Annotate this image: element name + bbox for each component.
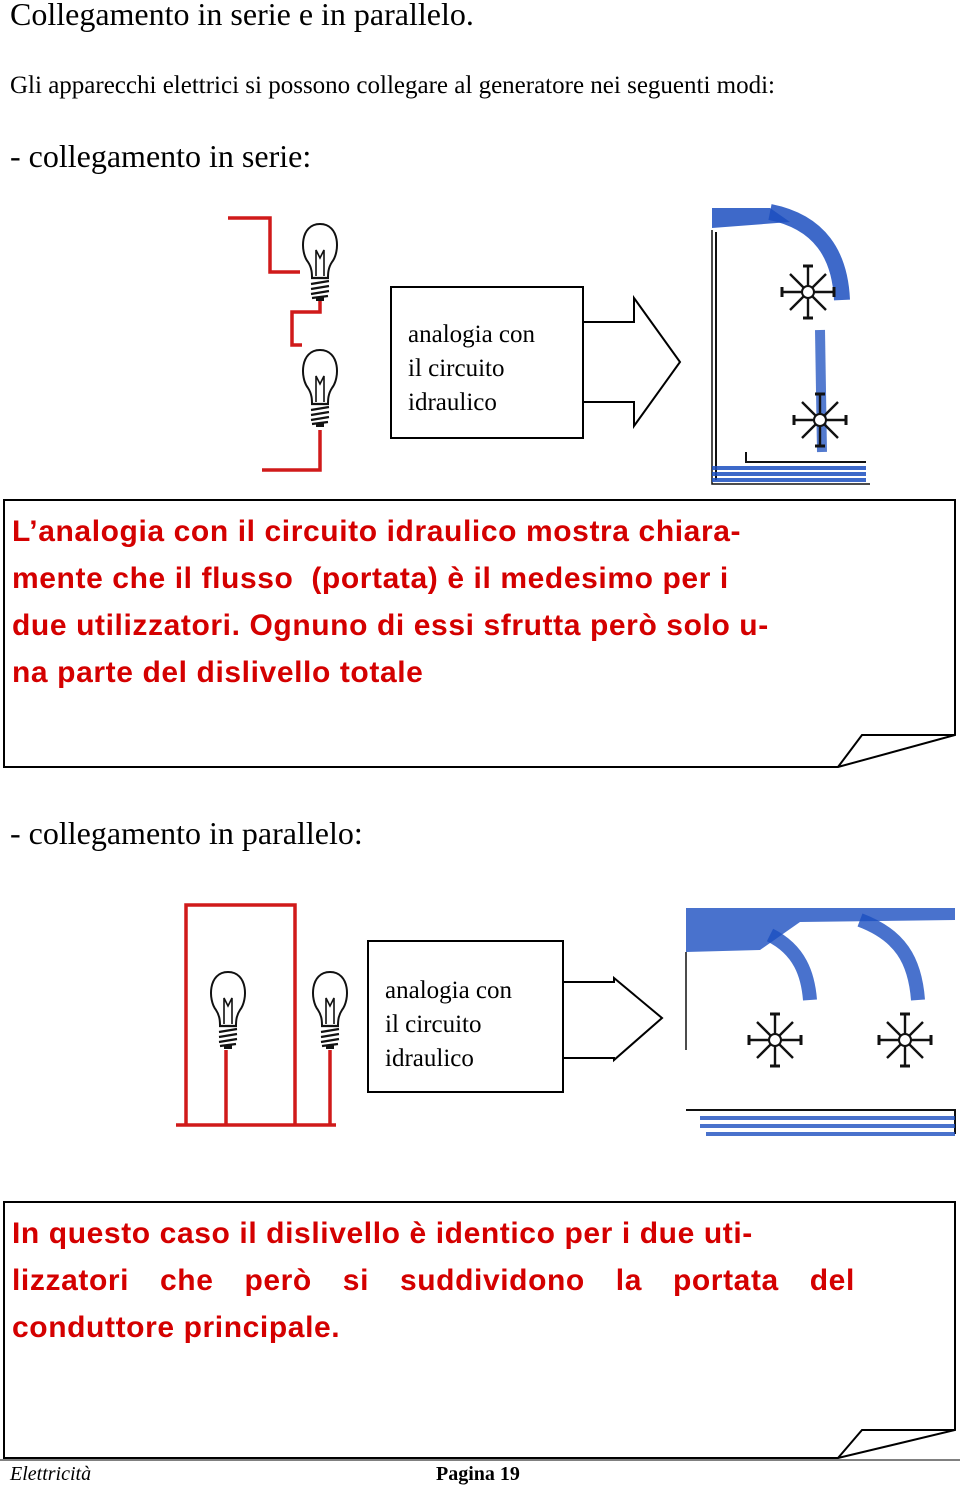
- arrow-right-icon: [584, 298, 680, 426]
- water-wheel-icon: [782, 266, 834, 318]
- analogy-line: idraulico: [385, 1045, 474, 1072]
- parallel-callout-text: [12, 1210, 948, 1351]
- analogy-line: analogia con: [385, 977, 513, 1004]
- parallel-analogy-box: [367, 940, 564, 1093]
- callout-line: na parte del dislivello totale: [12, 656, 424, 689]
- water-wheel-icon: [879, 1014, 931, 1066]
- footer-subject: Elettricità: [10, 1463, 92, 1485]
- analogy-line: idraulico: [408, 389, 497, 416]
- light-bulb-icon: [211, 972, 245, 1047]
- series-hydraulic: [712, 208, 870, 484]
- light-bulb-icon: [313, 972, 347, 1047]
- callout-line: conduttore principale.: [12, 1311, 341, 1344]
- series-analogy-box: [390, 286, 584, 439]
- callout-line: L’analogia con il circuito idraulico mostra chiara-: [12, 515, 742, 548]
- series-callout-text: [12, 508, 948, 696]
- callout-line: due utilizzatori. Ognuno di essi sfrutta però solo u-: [12, 609, 769, 642]
- parallel-hydraulic: [686, 908, 955, 1134]
- arrow-right-icon: [564, 978, 662, 1060]
- parallel-heading: - collegamento in parallelo:: [10, 815, 363, 851]
- page-title: Collegamento in serie e in parallelo.: [10, 0, 474, 32]
- series-heading: - collegamento in serie:: [10, 138, 312, 174]
- callout-line: mente che il flusso (portata) è il medesimo per i: [12, 562, 729, 595]
- water-wheel-icon: [794, 394, 846, 446]
- water-wheel-icon: [749, 1014, 801, 1066]
- light-bulb-icon: [303, 224, 337, 299]
- callout-line: lizzatori che però si suddividono la portata del: [12, 1264, 855, 1297]
- callout-line: In questo caso il dislivello è identico per i due uti-: [12, 1217, 753, 1250]
- parallel-circuit: [176, 905, 336, 1125]
- page-number: Pagina 19: [436, 1463, 520, 1485]
- intro-text: Gli apparecchi elettrici si possono collegare al generatore nei seguenti modi:: [10, 72, 775, 99]
- light-bulb-icon: [303, 350, 337, 425]
- analogy-line: il circuito: [408, 355, 505, 382]
- analogy-line: il circuito: [385, 1011, 482, 1038]
- analogy-line: analogia con: [408, 321, 536, 348]
